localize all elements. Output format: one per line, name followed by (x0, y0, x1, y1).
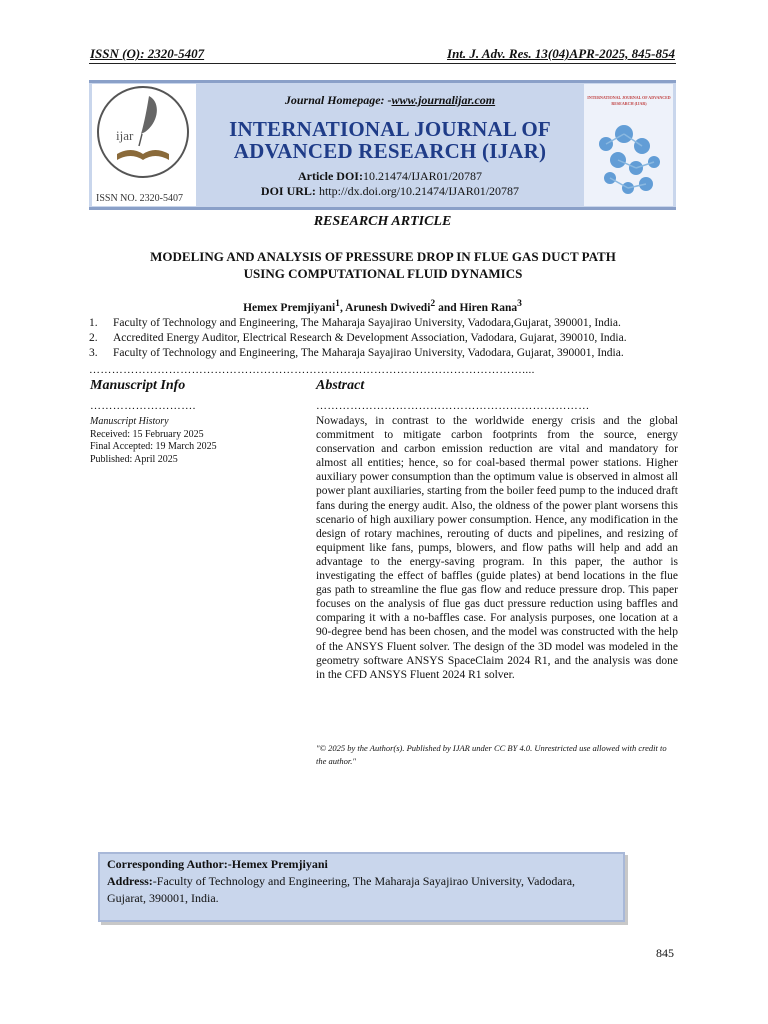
logo-wordmark: ijar (116, 128, 134, 143)
issn-header: ISSN (O): 2320-5407 (90, 46, 205, 61)
license-note: "© 2025 by the Author(s). Published by IJAR under CC BY 4.0. Unrestricted use allowed with credit to the author." (316, 743, 667, 766)
author-affiliation-mark: 3 (517, 298, 522, 309)
quill-book-icon (99, 88, 187, 176)
published-date: Published: April 2025 (90, 453, 178, 465)
affiliation-item (89, 316, 689, 331)
author-list (89, 298, 676, 314)
history-label: Manuscript History (90, 416, 169, 427)
author-name: Hiren Rana (459, 301, 518, 314)
abstract-divider: ……………………………………………………………… (316, 400, 590, 412)
page-number: 845 (656, 946, 674, 960)
doi-label: Article DOI: (298, 169, 363, 183)
journal-title-line1: INTERNATIONAL JOURNAL OF (229, 117, 551, 141)
citation-header: Int. J. Adv. Res. 13(04)APR-2025, 845-854 (447, 46, 675, 61)
homepage-link[interactable]: www.journalijar.com (391, 93, 496, 107)
abstract-text: Nowadays, in contrast to the worldwide energy crisis and the global commitment to mitigate carbon footprints from the source, energy conservation and carbon emission reduction are vital and mandatory for almost all entities; hence, so for coal-based thermal power stations. Higher auxiliary power consumption than the optimum value is observed in almost all power plant auxiliaries, starting from the boiler feed pump to the induced draft fans during the energy audit. Also, the oldness of the power plant worsens this scenario of high auxiliary power consumption. Hence, any modification in the design of rotary machines, rerouting of ducts and pipelines, and resizing of equipment like fans, pumps, blowers, and flow paths will help and add an advantage to the energy-saving program. In this paper, the author is investigating the effect of baffles (guide plates) at bend locations in the flue gas path to streamline the flue gas flow and reduce pressure drop. This paper focuses on the analysis of flue gas duct pressure reduction using baffles and comparing it with a no-baffles case. For analysis purposes, one location at a 90-degree bend has been chosen, and the model was constructed with the help of the ANSYS Fluent solver. The design of the 3D model was modeled in the geometry software ANSYS SpaceClaim 2024 R1, and the analysis was done in the CFD ANSYS Fluent 2024 R1 solver. (316, 415, 678, 681)
affiliation-text: Accredited Energy Auditor, Electrical Research & Development Association, Vadodara, Gujarat, 390010, India. (113, 332, 627, 344)
journal-title (196, 118, 584, 162)
affiliation-text: Faculty of Technology and Engineering, The Maharaja Sayajirao University, Vadodara, Gujarat, 390001, India. (113, 347, 624, 359)
affiliation-number: 3. (89, 347, 98, 359)
affiliation-number: 1. (89, 317, 98, 329)
article-type: RESEARCH ARTICLE (313, 214, 452, 229)
journal-title-line2: ADVANCED RESEARCH (IJAR) (233, 139, 547, 163)
article-doi (196, 169, 584, 184)
logo-circle (97, 86, 189, 178)
journal-homepage (196, 93, 584, 108)
author-name: Arunesh Dwivedi (345, 301, 431, 314)
logo-issn: ISSN NO. 2320-5407 (96, 193, 183, 204)
doi-value: 10.21474/IJAR01/20787 (362, 169, 482, 183)
manuscript-info-heading: Manuscript Info (90, 378, 186, 393)
accepted-date: Final Accepted: 19 March 2025 (90, 441, 217, 452)
affiliation-item (89, 331, 689, 346)
author-name: Hemex Premjiyani (243, 301, 336, 314)
address-text: -Faculty of Technology and Engineering, The Maharaja Sayajirao University, Vadodara, Gujarat, 390001, India. (107, 874, 576, 905)
doi-url-link[interactable]: http://dx.doi.org/10.21474/IJAR01/20787 (318, 184, 520, 198)
author-affiliation-mark: 2 (430, 298, 436, 309)
corresponding-author: Corresponding Author:-Hemex Premjiyani (107, 857, 328, 871)
section-divider: …………………………………………………………………………………………………….... (89, 364, 535, 376)
paper-title (100, 248, 666, 282)
homepage-label: Journal Homepage: - (284, 93, 392, 107)
doi-url-label: DOI URL: (260, 184, 316, 198)
paper-title-line2: USING COMPUTATIONAL FLUID DYNAMICS (243, 266, 523, 281)
affiliation-item (89, 346, 689, 361)
affiliation-list (89, 316, 689, 361)
author-separator: , (339, 301, 346, 314)
received-date: Received: 15 February 2025 (90, 428, 204, 440)
header-rule (89, 63, 676, 64)
affiliation-text: Faculty of Technology and Engineering, The Maharaja Sayajirao University, Vadodara,Gujarat, 390001, India. (113, 317, 621, 329)
manuscript-divider: ………………………. (90, 400, 196, 412)
cover-title: INTERNATIONAL JOURNAL OF ADVANCED RESEARCH (IJAR) (587, 95, 671, 106)
doi-url (196, 184, 584, 199)
manuscript-history (90, 416, 217, 466)
author-affiliation-mark: 1 (335, 298, 340, 309)
author-separator: and (435, 301, 460, 314)
corresponding-address (107, 873, 617, 907)
address-label: Address: (107, 874, 153, 888)
affiliation-number: 2. (89, 332, 98, 344)
abstract-heading: Abstract (316, 378, 365, 393)
paper-title-line1: MODELING AND ANALYSIS OF PRESSURE DROP IN FLUE GAS DUCT PATH (150, 249, 616, 264)
